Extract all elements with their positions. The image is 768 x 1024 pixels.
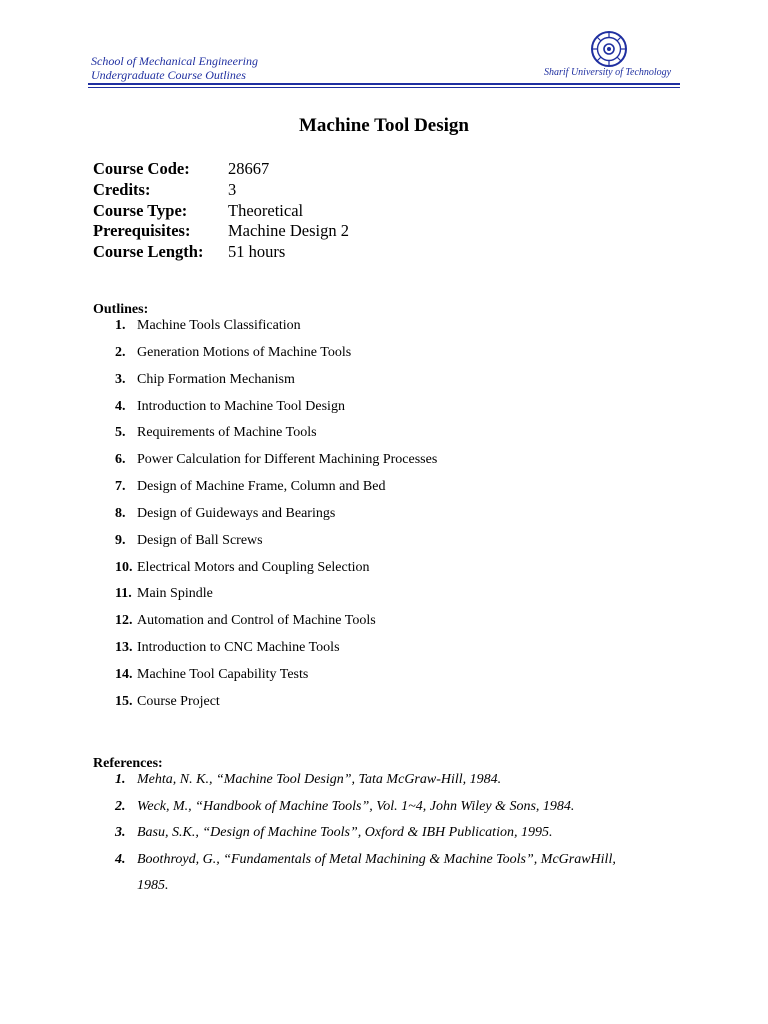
page-header xyxy=(0,0,768,92)
reference-item xyxy=(115,825,616,841)
item-text: Machine Tools Classification xyxy=(137,318,301,333)
outlines-heading: Outlines: xyxy=(93,302,149,317)
item-text: Generation Motions of Machine Tools xyxy=(137,344,352,360)
item-text: Introduction to CNC Machine Tools xyxy=(137,640,340,656)
outlines-list xyxy=(115,318,437,721)
list-item xyxy=(115,452,437,479)
course-length-row xyxy=(93,242,349,263)
item-number: 10. xyxy=(115,559,133,575)
item-number: 14. xyxy=(115,666,133,682)
prerequisites-row xyxy=(93,221,349,242)
list-item xyxy=(115,613,437,640)
course-type-row xyxy=(93,201,349,222)
info-value: 51 hours xyxy=(228,242,286,262)
info-label: Credits: xyxy=(93,179,151,199)
list-item xyxy=(115,345,437,372)
school-line-1: School of Mechanical Engineering xyxy=(91,54,258,68)
item-number: 4. xyxy=(115,851,126,867)
references-list xyxy=(115,772,616,905)
info-value: Theoretical xyxy=(228,200,304,220)
reference-text-line-2: 1985. xyxy=(137,878,169,893)
university-seal-icon xyxy=(588,30,630,68)
credits-row xyxy=(93,180,349,201)
item-number: 1. xyxy=(115,772,126,787)
reference-text: Basu, S.K., “Design of Machine Tools”, Oxford & IBH Publication, 1995. xyxy=(137,825,553,840)
item-number: 3. xyxy=(115,825,126,840)
item-number: 2. xyxy=(115,344,126,360)
list-item xyxy=(115,533,437,560)
item-number: 8. xyxy=(115,505,126,521)
list-item xyxy=(115,694,437,721)
course-info xyxy=(93,159,349,263)
reference-text xyxy=(137,852,616,895)
reference-item xyxy=(115,799,616,815)
reference-text-line-1: Boothroyd, G., “Fundamentals of Metal Machining & Machine Tools”, McGrawHill, xyxy=(137,851,616,867)
item-number: 4. xyxy=(115,398,126,414)
info-label: Course Type: xyxy=(93,200,188,220)
item-text: Introduction to Machine Tool Design xyxy=(137,398,345,414)
reference-item xyxy=(115,852,616,895)
header-rule-thin xyxy=(88,87,680,88)
page-title: Machine Tool Design xyxy=(299,115,469,136)
item-text: Power Calculation for Different Machining Processes xyxy=(137,452,438,468)
item-text: Design of Ball Screws xyxy=(137,532,263,548)
info-label: Course Code: xyxy=(93,159,190,178)
reference-text: Mehta, N. K., “Machine Tool Design”, Tata McGraw-Hill, 1984. xyxy=(137,772,502,787)
item-number: 15. xyxy=(115,693,133,709)
item-number: 11. xyxy=(115,586,132,602)
info-label: Course Length: xyxy=(93,242,204,262)
reference-item xyxy=(115,772,616,788)
header-rule xyxy=(88,83,680,85)
list-item xyxy=(115,479,437,506)
list-item xyxy=(115,586,437,613)
list-item xyxy=(115,318,437,345)
item-number: 6. xyxy=(115,452,126,468)
item-number: 3. xyxy=(115,371,126,387)
item-text: Main Spindle xyxy=(137,586,213,602)
item-text: Electrical Motors and Coupling Selection xyxy=(137,559,370,575)
item-text: Machine Tool Capability Tests xyxy=(137,666,309,682)
item-number: 13. xyxy=(115,640,133,656)
info-value: 28667 xyxy=(228,159,270,178)
info-value: 3 xyxy=(228,179,237,199)
list-item xyxy=(115,425,437,452)
list-item xyxy=(115,372,437,399)
school-name xyxy=(91,54,258,82)
item-number: 2. xyxy=(115,798,126,814)
item-text: Automation and Control of Machine Tools xyxy=(137,613,376,629)
item-number: 9. xyxy=(115,532,126,548)
item-text: Design of Machine Frame, Column and Bed xyxy=(137,479,386,495)
item-number: 12. xyxy=(115,613,133,629)
info-value: Machine Design 2 xyxy=(228,221,349,241)
list-item xyxy=(115,560,437,587)
list-item xyxy=(115,399,437,426)
item-number: 1. xyxy=(115,318,126,333)
list-item xyxy=(115,640,437,667)
references-heading: References: xyxy=(93,756,163,771)
school-line-2: Undergraduate Course Outlines xyxy=(91,68,246,82)
item-text: Course Project xyxy=(137,693,220,709)
item-text: Requirements of Machine Tools xyxy=(137,425,317,441)
item-text: Chip Formation Mechanism xyxy=(137,371,295,387)
item-number: 7. xyxy=(115,479,126,495)
info-label: Prerequisites: xyxy=(93,221,191,241)
university-name: Sharif University of Technology xyxy=(544,67,672,78)
reference-text: Weck, M., “Handbook of Machine Tools”, Vol. 1~4, John Wiley & Sons, 1984. xyxy=(137,798,575,814)
item-number: 5. xyxy=(115,425,126,441)
course-code-row xyxy=(93,159,349,180)
list-item xyxy=(115,506,437,533)
list-item xyxy=(115,667,437,694)
item-text: Design of Guideways and Bearings xyxy=(137,505,336,521)
